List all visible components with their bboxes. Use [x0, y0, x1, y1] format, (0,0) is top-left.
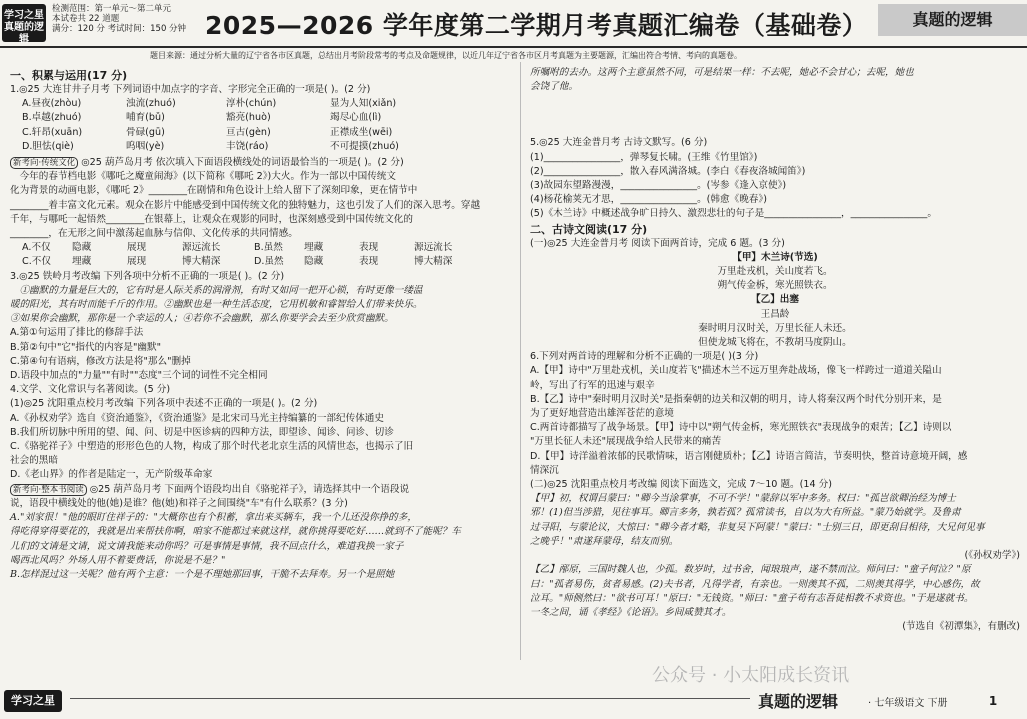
passage-a-line-3: 之晚乎！"肃遂拜蒙母，结友而别。: [530, 535, 679, 547]
left-column: [10, 68, 515, 582]
question-4: 4.文学、文化常识与名著阅读。(5 分): [10, 384, 171, 396]
q1-cell: 竭尽心血(lì): [330, 112, 382, 124]
q2-cell: 展现: [127, 242, 147, 254]
q1-cell: 正襟成坐(wēi): [330, 126, 393, 138]
poem-a-line-0: 万里赴戎机，关山度若飞。: [717, 266, 833, 278]
q1-row-2: [10, 126, 515, 140]
passage-b-line-0: 【乙】邴原，三国时魏人也，少孤。数岁时，过书舍，闻琅琅声，遂不禁而泣。师问曰："童子何泣？"原: [530, 564, 971, 576]
q3-item-3: D.语段中加点的"力量""有时""态度"三个词的词性不完全相同: [10, 370, 268, 382]
q3-item-2: C.第④句有语病，修改方法是将"那么"删掉: [10, 355, 191, 367]
passage-b-line-1: 曰："孤者易伤，贫者易感。(2)夫书者，凡得学者，有亲也。一则羡其不孤，二则羡其得学，中心感伤，故: [530, 578, 980, 590]
passage-a: [530, 492, 1020, 549]
page-title: 2025—2026 学年度第二学期月考真题汇编卷（基础卷）: [205, 11, 868, 40]
section-heading: 一、积累与运用(17 分): [10, 69, 128, 82]
q6-item-1: 岭，写出了行军的迅速与艰辛: [530, 379, 655, 391]
question-4-2-cont: 说，语段中横线处的他(她)是谁？他(她)和祥子之间围绕"车"有什么联系？(3 分): [10, 497, 348, 509]
q2-cell: 展现: [127, 256, 147, 268]
q4-item-3: 社会的黑暗: [10, 455, 58, 467]
q6-item-6: D.【甲】诗洋溢着浓郁的民歌情味，语言刚健质朴；【乙】诗语言简洁，节奏明快，整首诗意境开阔，感: [530, 450, 968, 462]
footer-title: 真题的逻辑: [758, 692, 839, 711]
q2-cell: 埋藏: [304, 242, 324, 254]
q5-line-3: (4)杨花榆荚无才思，________________。(韩愈《晚春》): [530, 194, 767, 206]
q2-row-1: [10, 255, 515, 269]
passage-a-source: (《孙权劝学》): [964, 550, 1020, 562]
passage-b-source: (节选自《初潭集》，有删改): [902, 621, 1020, 633]
poem-a: [530, 265, 1020, 293]
q6-item-4: C.两首诗都描写了战争场景。【甲】诗中以"朔气传金柝，寒光照铁衣"表现战争的艰苦；【乙】诗则以: [530, 422, 952, 434]
tag-culture: 新考向·传统文化: [10, 157, 78, 169]
poem-a-title: 【甲】木兰诗(节选): [732, 251, 818, 263]
q2-cell: 源远流长: [182, 242, 221, 254]
q3-options: [10, 326, 515, 383]
q2-cell: 表现: [359, 242, 379, 254]
column-divider: [520, 62, 521, 660]
q2-cell: 埋藏: [72, 256, 92, 268]
q2-cell: 隐藏: [72, 242, 92, 254]
q4-item-2: C.《骆驼祥子》中塑造的形形色色的人物，构成了那个时代老北京生活的风情世态，也揭示了旧: [10, 441, 414, 453]
q3-item-0: A.第①句运用了排比的修辞手法: [10, 327, 144, 339]
q4-option-b: B.怎样混过这一关呢？他有两个主意：一个是不理她那回事，干脆不去拜寿。另一个是照她: [10, 568, 395, 580]
q2-line-0: 今年的春节档电影《哪吒之魔童闹海》(以下简称《哪吒 2》)大火。作为一部以中国传统文: [19, 171, 396, 183]
q6-item-3: 为了更好地营造出雄浑苍茫的意境: [530, 408, 674, 420]
q1-cell: B.卓越(zhuó): [22, 112, 82, 124]
q1-cell: 哺育(bǔ): [126, 112, 165, 124]
footer-logo: 学习之星: [4, 690, 62, 712]
right-column: [530, 66, 1020, 634]
q1-cell: D.胆怯(qiè): [22, 140, 74, 152]
poem-b-author: 王昌龄: [760, 308, 790, 320]
question-6: 6.下列对两首诗的理解和分析不正确的一项是( )(3 分): [530, 351, 759, 363]
question-4-1: (1)◎25 沈阳重点校月考改编 下列各项中表述不正确的一项是( )。(2 分): [10, 398, 318, 410]
q2-cell: 博大精深: [414, 256, 453, 268]
q6-item-7: 情深沉: [530, 464, 559, 476]
cont-line-0: 所嘱咐的去办。这两个主意虽然不同，可是结果一样：不去呢，她必不会甘心；去呢，她也: [530, 67, 914, 78]
q1-row-3: [10, 140, 515, 154]
q2-cell: 源远流长: [414, 242, 453, 254]
q5-lines: [530, 151, 1020, 222]
q3-line-1: 暖的阳光，其有时而能千斤的作用。②幽默也是一种生活态度，它用机敏和睿智给人们带来快乐。: [10, 299, 423, 311]
q5-line-4: (5)《木兰诗》中概述战争旷日持久、激烈悲壮的句子是________________，________________。: [530, 208, 937, 220]
q6-item-0: A.【甲】诗中"万里赴戎机，关山度若飞"描述木兰不远万里奔赴战场，像飞一样跨过一道道关隘山: [530, 365, 942, 377]
passage-b-line-3: 一冬之间，诵《孝经》《论语》。乡间咸赞其才。: [530, 606, 732, 618]
part-2-intro: (二)◎25 沈阳重点校月考改编 阅读下面选文，完成 7～10 题。(14 分): [530, 479, 832, 491]
q1-cell: 豁亮(huò): [226, 112, 271, 124]
q1-cell: 显为人知(xiǎn): [330, 98, 397, 110]
tag-book: 新考向·整本书阅读: [10, 484, 87, 496]
header-divider: [0, 46, 1027, 48]
q2-passage: [10, 170, 515, 241]
q3-line-2: ③如果你会幽默，那你是一个幸运的人；④若你不会幽默，那么你要学会去至少欣赏幽默。: [10, 313, 394, 325]
q6-options: [530, 364, 1020, 478]
meta-count: 本试卷共 22 道题: [52, 14, 120, 24]
q2-cell: 博大精深: [182, 256, 221, 268]
q5-line-0: (1)________________，弹琴复长啸。(王维《竹里馆》): [530, 151, 758, 163]
watermark: 公众号 · 小太阳成长资讯: [652, 665, 850, 686]
passage-a-line-0: 【甲】初，权谓吕蒙曰："卿今当涂掌事，不可不学！"蒙辞以军中多务。权曰："孤岂欲卿治经为博士: [530, 493, 956, 505]
q2-line-1: 化为背景的动画电影，《哪吒 2》________在剧情和角色设计上给人留下了深刻印象，更在情节中: [10, 185, 418, 197]
question-1: 1.◎25 大连甘井子月考 下列词语中加点字的字音、字形完全正确的一项是( )。(2 分): [10, 84, 371, 95]
passage-b-line-2: 泣耳。"师侧然曰："欲书可耳！"原曰："无钱资。"师曰："童子苟有志吾徒相教不求资也。"于是遂就书。: [530, 592, 974, 604]
q4a-line-0: A."刘家很！"他的眼盯住祥子的："大概你也有个积蓄，拿出来买辆车，我一个儿还没你挣的多，: [10, 512, 417, 524]
passage-a-line-1: 邪！(1)但当涉猎，见往事耳。卿言多务，孰若孤？孤常读书，自以为大有所益。"蒙乃始就学。及鲁肃: [530, 507, 961, 519]
poem-b-title: 【乙】出塞: [751, 294, 799, 306]
q1-cell: 丰饶(ráo): [226, 140, 269, 152]
q5-line-2: (3)故园东望路漫漫，________________。(岑参《逢入京使》): [530, 180, 787, 192]
passage-a-line-2: 过寻阳，与蒙论议，大惊曰："卿今者才略，非复吴下阿蒙！"蒙曰："士别三日，即更刮目相待，大兄何见事: [530, 521, 985, 533]
q4-option-a: [10, 511, 515, 568]
q2-options: [10, 241, 515, 269]
q2-cell: 隐藏: [304, 256, 324, 268]
q2-cell: 表现: [359, 256, 379, 268]
section-heading-2: 二、古诗文阅读(17 分): [530, 222, 648, 236]
poem-a-line-1: 朔气传金柝，寒光照铁衣。: [717, 280, 833, 292]
brand-logo: [2, 4, 46, 45]
question-4-2: ◎25 葫芦岛月考 下面两个语段均出自《骆驼祥子》，请选择其中一个语段说: [89, 483, 410, 495]
q5-line-1: (2)________________，散入春风满洛城。(李白《春夜洛城闻笛》): [530, 165, 806, 177]
q1-cell: 淳朴(chún): [226, 98, 277, 110]
q2-line-2: ________着丰富文化元素。观众在影片中能感受到中国传统文化的独特魅力，这也引发了人们的深入思考。穿越: [10, 199, 481, 211]
q3-passage: [10, 284, 515, 327]
q1-cell: 不可提摸(zhuó): [330, 140, 399, 152]
q2-cell: C.不仅: [22, 256, 51, 268]
q1-cell: 呜咽(yè): [126, 140, 165, 152]
source-note: 题目来源：通过分析大量的辽宁省各市区真题，总结出月考阶段常考的考点及命题规律，以近几年辽宁省各市区月考真题为主要题源，汇编出符合考情、考向的真题卷。: [150, 51, 742, 60]
q2-cell: A.不仅: [22, 242, 51, 254]
footer-line: [70, 698, 750, 699]
passage-b: [530, 563, 1020, 620]
cont-line-1: 会饶了他。: [530, 81, 578, 93]
q4a-line-2: 儿们的文请是文请，说文请我能来动你吗？可是事情是事情，我不回点什么，难道我换一家子: [10, 540, 404, 552]
logo-line1: 学习之星: [4, 10, 44, 21]
q2-line-4: ________，在无形之间中激荡起血脉与信仰、文化传承的共同情感。: [10, 228, 298, 240]
q3-item-1: B.第②句中"它"指代的内容是"幽默": [10, 341, 162, 353]
footer-subtitle: · 七年级语文 下册: [868, 698, 948, 709]
q1-options: [10, 97, 515, 154]
poem-b-line-0: 秦时明月汉时关，万里长征人未还。: [698, 322, 852, 334]
meta-scope: 检测范围：第一单元～第二单元: [52, 4, 172, 14]
question-5: 5.◎25 大连金普月考 古诗文默写。(6 分): [530, 137, 708, 149]
part-1-intro: (一)◎25 大连金普月考 阅读下面两首诗，完成 6 题。(3 分): [530, 237, 785, 249]
q1-cell: A.昼夜(zhòu): [22, 98, 82, 110]
logo-line2: 真题的逻辑: [4, 22, 44, 45]
page-number: 1: [988, 694, 998, 708]
q1-cell: 浊流(zhuó): [126, 98, 176, 110]
q4-item-0: A.《孙权劝学》选自《资治通鉴》，《资治通鉴》是北宋司马光主持编纂的一部纪传体通史: [10, 412, 384, 424]
q1-cell: 骨碌(gū): [126, 126, 165, 138]
question-3: 3.◎25 铁岭月考改编 下列各项中分析不正确的一项是( )。(2 分): [10, 270, 285, 282]
q2-cell: D.虽然: [254, 256, 284, 268]
q4-item-1: B.我们所切脉中所用的望、闻、问、切是中医诊病的四种方法，即望诊、闻诊、问诊、切诊: [10, 426, 394, 438]
q1-cell: C.轩昂(xuān): [22, 126, 83, 138]
q6-item-2: B.【乙】诗中"秦时明月汉时关"是指秦朝的边关和汉朝的明月，诗人将秦汉两个时代分别开来，是: [530, 393, 942, 405]
question-2: ◎25 葫芦岛月考 依次填入下面语段横线处的词语最恰当的一项是( )。(2 分): [81, 157, 404, 169]
q4-options: [10, 412, 515, 483]
q6-item-5: "万里长征人未还"展现战争给人民带来的痛苦: [530, 436, 722, 448]
poem-b: [530, 322, 1020, 350]
poem-b-line-1: 但使龙城飞将在，不教胡马度阴山。: [698, 337, 852, 349]
continued-text: [530, 66, 1020, 94]
q4a-line-1: 得吃得穿得要花的，我就是出来帮扶你啊，咱家不能都过来就这样，就你挑得要吃好……就到不了能呢？车: [10, 526, 461, 538]
header-tag: 真题的逻辑: [878, 4, 1027, 36]
q1-row-0: [10, 97, 515, 111]
q1-row-1: [10, 111, 515, 125]
q2-line-3: 千年，与哪吒一起悟然________在银幕上，让观众在观影的同时，也深刻感受到中国传统文化的: [10, 213, 413, 225]
exam-meta: [52, 4, 197, 44]
meta-score: 满分：120 分 考试时间：150 分钟: [52, 24, 187, 34]
q1-cell: 亘古(gèn): [226, 126, 271, 138]
footer: [0, 686, 1027, 719]
q4-item-4: D.《老山界》的作者是陆定一，无产阶级革命家: [10, 469, 213, 481]
q2-cell: B.虽然: [254, 242, 283, 254]
q2-row-0: [10, 241, 515, 255]
header: [0, 0, 1027, 46]
q4a-line-3: 喝西北风吗？外场人用不着要费话，你说是不是？": [10, 554, 226, 566]
q3-line-0: ①幽默的力量是巨大的，它有时是人际关系的润滑剂，有时又如同一把开心锁，有时更像一缕温: [19, 284, 423, 296]
